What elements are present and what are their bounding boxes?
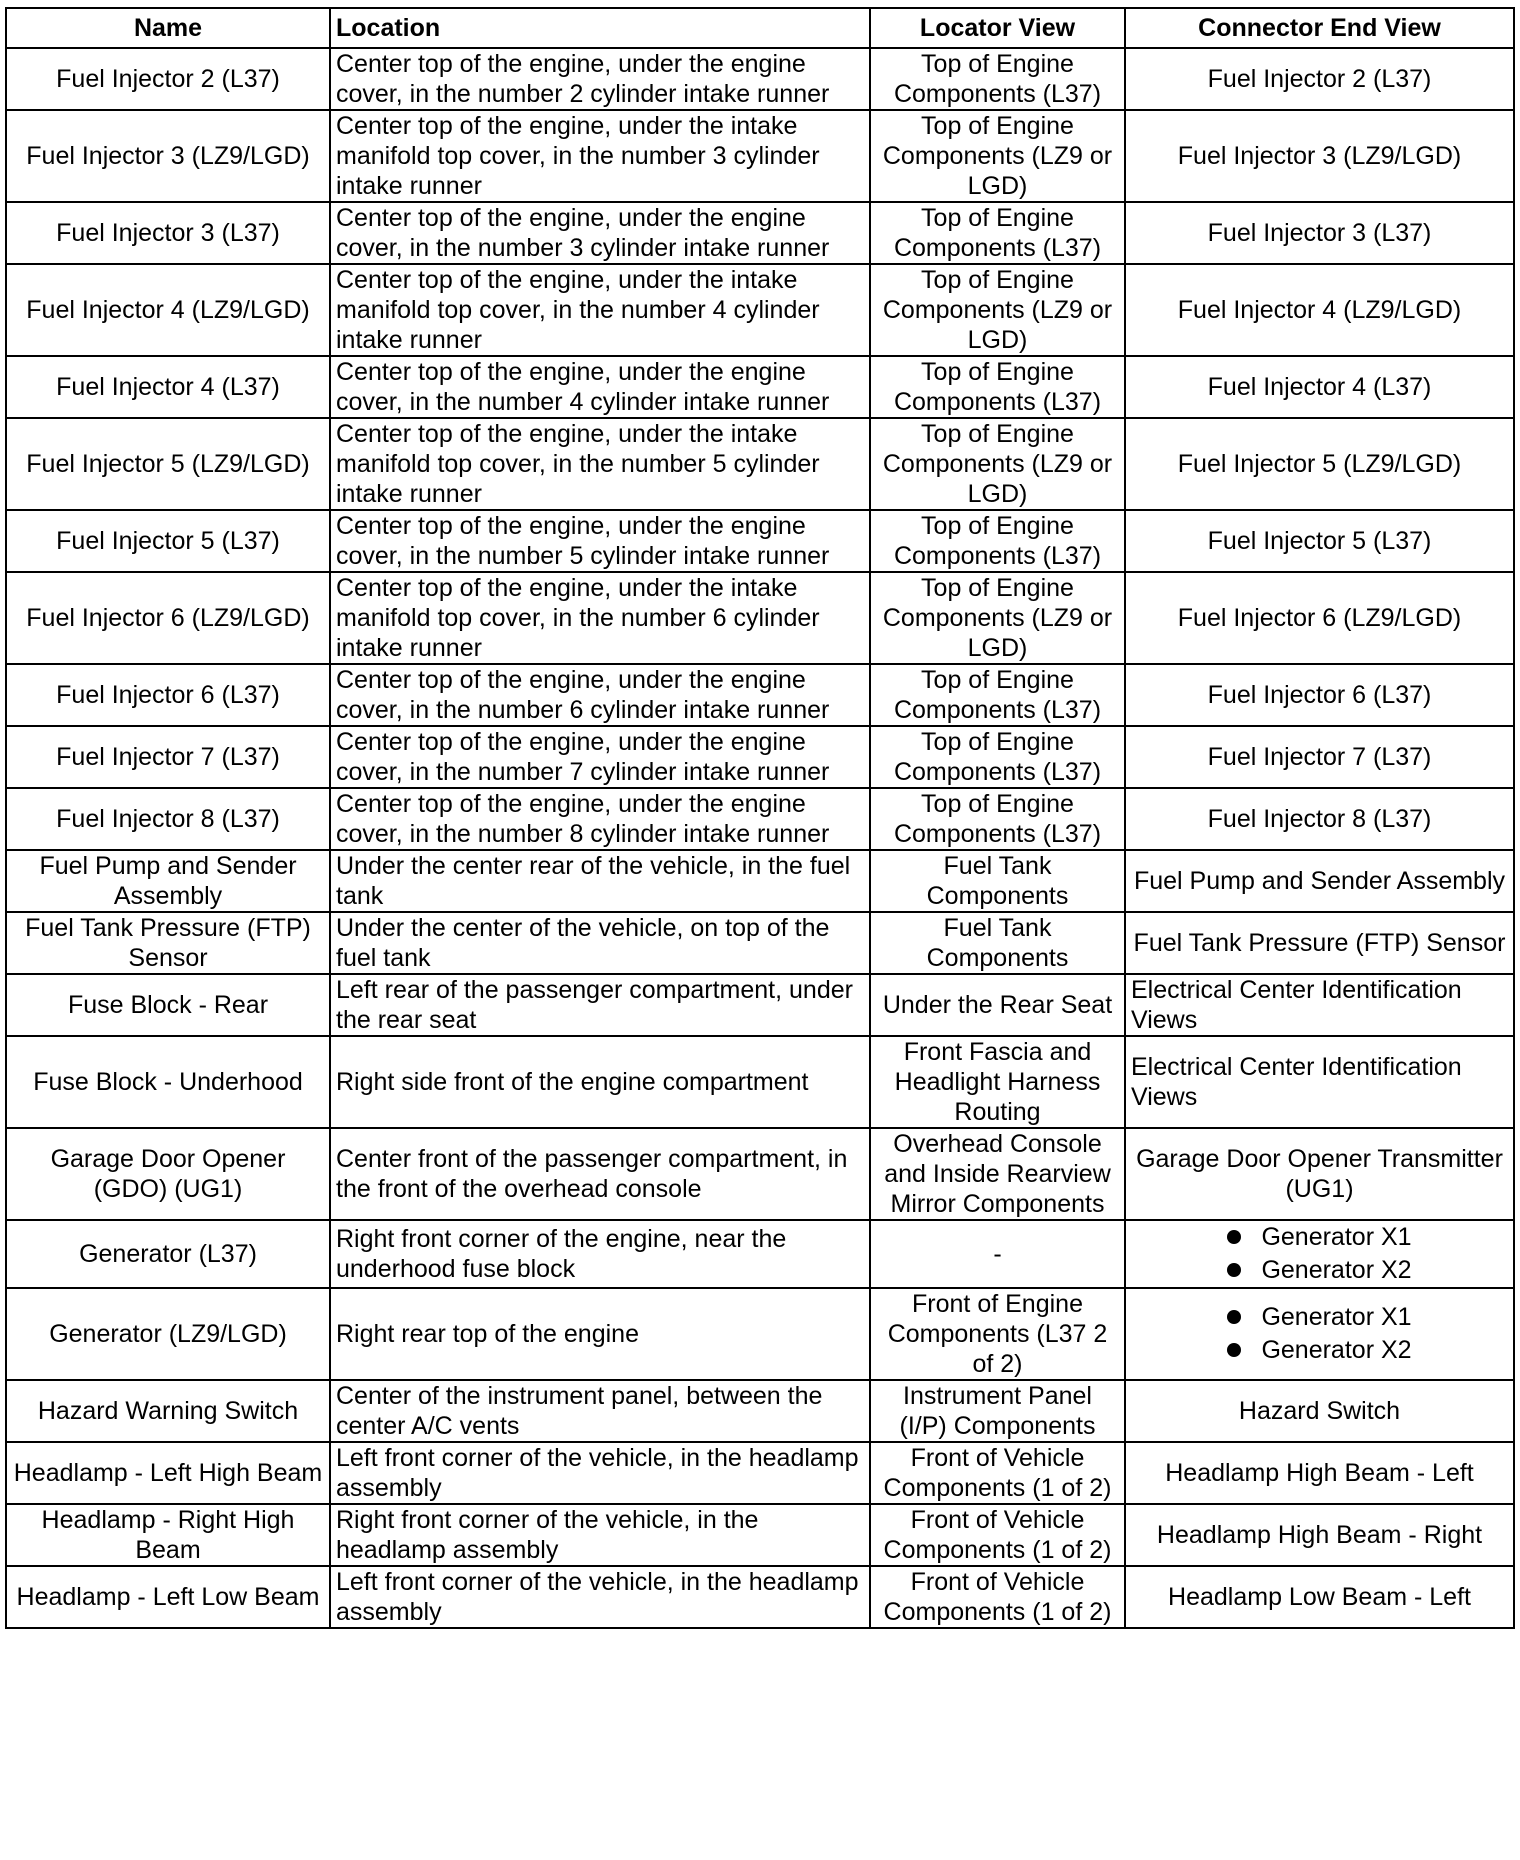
cell-location: Right side front of the engine compartment bbox=[330, 1036, 870, 1128]
cell-locator-view: Top of Engine Components (L37) bbox=[870, 664, 1125, 726]
cell-locator-view: Top of Engine Components (L37) bbox=[870, 202, 1125, 264]
table-row bbox=[6, 418, 1514, 510]
table-row bbox=[6, 1036, 1514, 1128]
cell-name: Generator (LZ9/LGD) bbox=[6, 1288, 330, 1380]
connector-list-item bbox=[1227, 1221, 1411, 1254]
cell-location: Center top of the engine, under the intake manifold top cover, in the number 6 cylinder intake runner bbox=[330, 572, 870, 664]
cell-location: Right rear top of the engine bbox=[330, 1288, 870, 1380]
cell-connector-end-view: Fuel Pump and Sender Assembly bbox=[1125, 850, 1514, 912]
table-row bbox=[6, 572, 1514, 664]
cell-location: Center top of the engine, under the intake manifold top cover, in the number 3 cylinder intake runner bbox=[330, 110, 870, 202]
cell-connector-end-view bbox=[1125, 1288, 1514, 1380]
cell-connector-end-view: Electrical Center Identification Views bbox=[1125, 1036, 1514, 1128]
connector-list-item-label: Generator X2 bbox=[1261, 1336, 1412, 1364]
cell-locator-view: Top of Engine Components (L37) bbox=[870, 510, 1125, 572]
cell-locator-view: Front of Vehicle Components (1 of 2) bbox=[870, 1566, 1125, 1628]
cell-location: Center top of the engine, under the engine cover, in the number 2 cylinder intake runner bbox=[330, 48, 870, 110]
table-row bbox=[6, 850, 1514, 912]
cell-name: Fuse Block - Rear bbox=[6, 974, 330, 1036]
table-row bbox=[6, 264, 1514, 356]
cell-connector-end-view: Fuel Injector 8 (L37) bbox=[1125, 788, 1514, 850]
cell-location: Center top of the engine, under the engine cover, in the number 5 cylinder intake runner bbox=[330, 510, 870, 572]
cell-name: Fuel Injector 3 (LZ9/LGD) bbox=[6, 110, 330, 202]
cell-connector-end-view: Fuel Injector 6 (LZ9/LGD) bbox=[1125, 572, 1514, 664]
connector-list-item bbox=[1227, 1254, 1411, 1287]
table-row bbox=[6, 1128, 1514, 1220]
cell-location: Center top of the engine, under the engine cover, in the number 8 cylinder intake runner bbox=[330, 788, 870, 850]
bullet-icon bbox=[1227, 1343, 1241, 1357]
cell-locator-view: Front of Engine Components (L37 2 of 2) bbox=[870, 1288, 1125, 1380]
header-locator-view: Locator View bbox=[870, 8, 1125, 48]
cell-connector-end-view: Fuel Injector 5 (L37) bbox=[1125, 510, 1514, 572]
cell-name: Fuel Injector 8 (L37) bbox=[6, 788, 330, 850]
cell-locator-view: Top of Engine Components (LZ9 or LGD) bbox=[870, 418, 1125, 510]
cell-locator-view: Fuel Tank Components bbox=[870, 912, 1125, 974]
table-row bbox=[6, 356, 1514, 418]
cell-locator-view: Fuel Tank Components bbox=[870, 850, 1125, 912]
bullet-icon bbox=[1227, 1263, 1241, 1277]
cell-locator-view: Top of Engine Components (L37) bbox=[870, 788, 1125, 850]
table-row bbox=[6, 912, 1514, 974]
cell-location: Right front corner of the engine, near the underhood fuse block bbox=[330, 1220, 870, 1288]
connector-list-item-label: Generator X1 bbox=[1261, 1303, 1412, 1331]
table-row bbox=[6, 664, 1514, 726]
table-row bbox=[6, 726, 1514, 788]
table-row bbox=[6, 1504, 1514, 1566]
table-row bbox=[6, 110, 1514, 202]
cell-connector-end-view: Hazard Switch bbox=[1125, 1380, 1514, 1442]
cell-name: Fuel Injector 6 (L37) bbox=[6, 664, 330, 726]
table-row bbox=[6, 788, 1514, 850]
cell-connector-end-view: Fuel Injector 7 (L37) bbox=[1125, 726, 1514, 788]
cell-location: Left front corner of the vehicle, in the headlamp assembly bbox=[330, 1442, 870, 1504]
cell-name: Headlamp - Left Low Beam bbox=[6, 1566, 330, 1628]
table-row bbox=[6, 974, 1514, 1036]
cell-locator-view: Instrument Panel (I/P) Components bbox=[870, 1380, 1125, 1442]
cell-name: Fuel Injector 5 (LZ9/LGD) bbox=[6, 418, 330, 510]
table-row bbox=[6, 1442, 1514, 1504]
component-locator-table bbox=[5, 7, 1515, 1629]
cell-connector-end-view: Headlamp Low Beam - Left bbox=[1125, 1566, 1514, 1628]
cell-name: Fuel Tank Pressure (FTP) Sensor bbox=[6, 912, 330, 974]
cell-location: Center top of the engine, under the engine cover, in the number 6 cylinder intake runner bbox=[330, 664, 870, 726]
bullet-icon bbox=[1227, 1230, 1241, 1244]
cell-locator-view: Top of Engine Components (LZ9 or LGD) bbox=[870, 572, 1125, 664]
cell-locator-view: Top of Engine Components (L37) bbox=[870, 48, 1125, 110]
connector-list bbox=[1227, 1301, 1411, 1367]
cell-connector-end-view: Garage Door Opener Transmitter (UG1) bbox=[1125, 1128, 1514, 1220]
cell-location: Center front of the passenger compartment, in the front of the overhead console bbox=[330, 1128, 870, 1220]
cell-name: Fuel Injector 6 (LZ9/LGD) bbox=[6, 572, 330, 664]
connector-list-item bbox=[1227, 1334, 1411, 1367]
cell-connector-end-view: Headlamp High Beam - Right bbox=[1125, 1504, 1514, 1566]
cell-location: Center top of the engine, under the engine cover, in the number 7 cylinder intake runner bbox=[330, 726, 870, 788]
connector-list bbox=[1227, 1221, 1411, 1287]
cell-location: Under the center of the vehicle, on top of the fuel tank bbox=[330, 912, 870, 974]
cell-name: Headlamp - Right High Beam bbox=[6, 1504, 330, 1566]
cell-name: Garage Door Opener (GDO) (UG1) bbox=[6, 1128, 330, 1220]
table-row bbox=[6, 48, 1514, 110]
cell-connector-end-view: Fuel Injector 6 (L37) bbox=[1125, 664, 1514, 726]
connector-list-item bbox=[1227, 1301, 1411, 1334]
cell-name: Fuel Injector 7 (L37) bbox=[6, 726, 330, 788]
table-row bbox=[6, 1288, 1514, 1380]
cell-name: Fuel Injector 4 (LZ9/LGD) bbox=[6, 264, 330, 356]
cell-name: Headlamp - Left High Beam bbox=[6, 1442, 330, 1504]
cell-name: Fuel Injector 5 (L37) bbox=[6, 510, 330, 572]
cell-location: Center top of the engine, under the intake manifold top cover, in the number 5 cylinder intake runner bbox=[330, 418, 870, 510]
cell-location: Under the center rear of the vehicle, in the fuel tank bbox=[330, 850, 870, 912]
cell-location: Center of the instrument panel, between the center A/C vents bbox=[330, 1380, 870, 1442]
cell-locator-view: - bbox=[870, 1220, 1125, 1288]
cell-locator-view: Overhead Console and Inside Rearview Mirror Components bbox=[870, 1128, 1125, 1220]
table-row bbox=[6, 1220, 1514, 1288]
cell-locator-view: Top of Engine Components (L37) bbox=[870, 726, 1125, 788]
cell-connector-end-view: Fuel Injector 3 (LZ9/LGD) bbox=[1125, 110, 1514, 202]
header-row bbox=[6, 8, 1514, 48]
cell-locator-view: Top of Engine Components (LZ9 or LGD) bbox=[870, 264, 1125, 356]
table-row bbox=[6, 202, 1514, 264]
cell-connector-end-view: Fuel Injector 4 (LZ9/LGD) bbox=[1125, 264, 1514, 356]
cell-connector-end-view: Fuel Tank Pressure (FTP) Sensor bbox=[1125, 912, 1514, 974]
cell-location: Center top of the engine, under the engine cover, in the number 4 cylinder intake runner bbox=[330, 356, 870, 418]
cell-locator-view: Front Fascia and Headlight Harness Routing bbox=[870, 1036, 1125, 1128]
table-row bbox=[6, 510, 1514, 572]
cell-location: Right front corner of the vehicle, in the headlamp assembly bbox=[330, 1504, 870, 1566]
cell-location: Center top of the engine, under the intake manifold top cover, in the number 4 cylinder intake runner bbox=[330, 264, 870, 356]
cell-locator-view: Top of Engine Components (LZ9 or LGD) bbox=[870, 110, 1125, 202]
cell-location: Left front corner of the vehicle, in the headlamp assembly bbox=[330, 1566, 870, 1628]
cell-connector-end-view: Electrical Center Identification Views bbox=[1125, 974, 1514, 1036]
cell-name: Fuel Pump and Sender Assembly bbox=[6, 850, 330, 912]
cell-name: Fuel Injector 2 (L37) bbox=[6, 48, 330, 110]
cell-location: Left rear of the passenger compartment, under the rear seat bbox=[330, 974, 870, 1036]
cell-locator-view: Top of Engine Components (L37) bbox=[870, 356, 1125, 418]
cell-location: Center top of the engine, under the engine cover, in the number 3 cylinder intake runner bbox=[330, 202, 870, 264]
cell-locator-view: Front of Vehicle Components (1 of 2) bbox=[870, 1442, 1125, 1504]
cell-locator-view: Under the Rear Seat bbox=[870, 974, 1125, 1036]
connector-list-item-label: Generator X1 bbox=[1261, 1223, 1412, 1251]
cell-name: Hazard Warning Switch bbox=[6, 1380, 330, 1442]
cell-connector-end-view: Headlamp High Beam - Left bbox=[1125, 1442, 1514, 1504]
header-location: Location bbox=[330, 8, 870, 48]
cell-locator-view: Front of Vehicle Components (1 of 2) bbox=[870, 1504, 1125, 1566]
bullet-icon bbox=[1227, 1310, 1241, 1324]
cell-connector-end-view: Fuel Injector 3 (L37) bbox=[1125, 202, 1514, 264]
header-connector-end-view: Connector End View bbox=[1125, 8, 1514, 48]
cell-connector-end-view: Fuel Injector 5 (LZ9/LGD) bbox=[1125, 418, 1514, 510]
connector-list-item-label: Generator X2 bbox=[1261, 1256, 1412, 1284]
table-row bbox=[6, 1566, 1514, 1628]
cell-connector-end-view: Fuel Injector 2 (L37) bbox=[1125, 48, 1514, 110]
cell-name: Fuel Injector 4 (L37) bbox=[6, 356, 330, 418]
cell-name: Generator (L37) bbox=[6, 1220, 330, 1288]
cell-connector-end-view: Fuel Injector 4 (L37) bbox=[1125, 356, 1514, 418]
table-row bbox=[6, 1380, 1514, 1442]
cell-name: Fuse Block - Underhood bbox=[6, 1036, 330, 1128]
cell-connector-end-view bbox=[1125, 1220, 1514, 1288]
cell-name: Fuel Injector 3 (L37) bbox=[6, 202, 330, 264]
header-name: Name bbox=[6, 8, 330, 48]
